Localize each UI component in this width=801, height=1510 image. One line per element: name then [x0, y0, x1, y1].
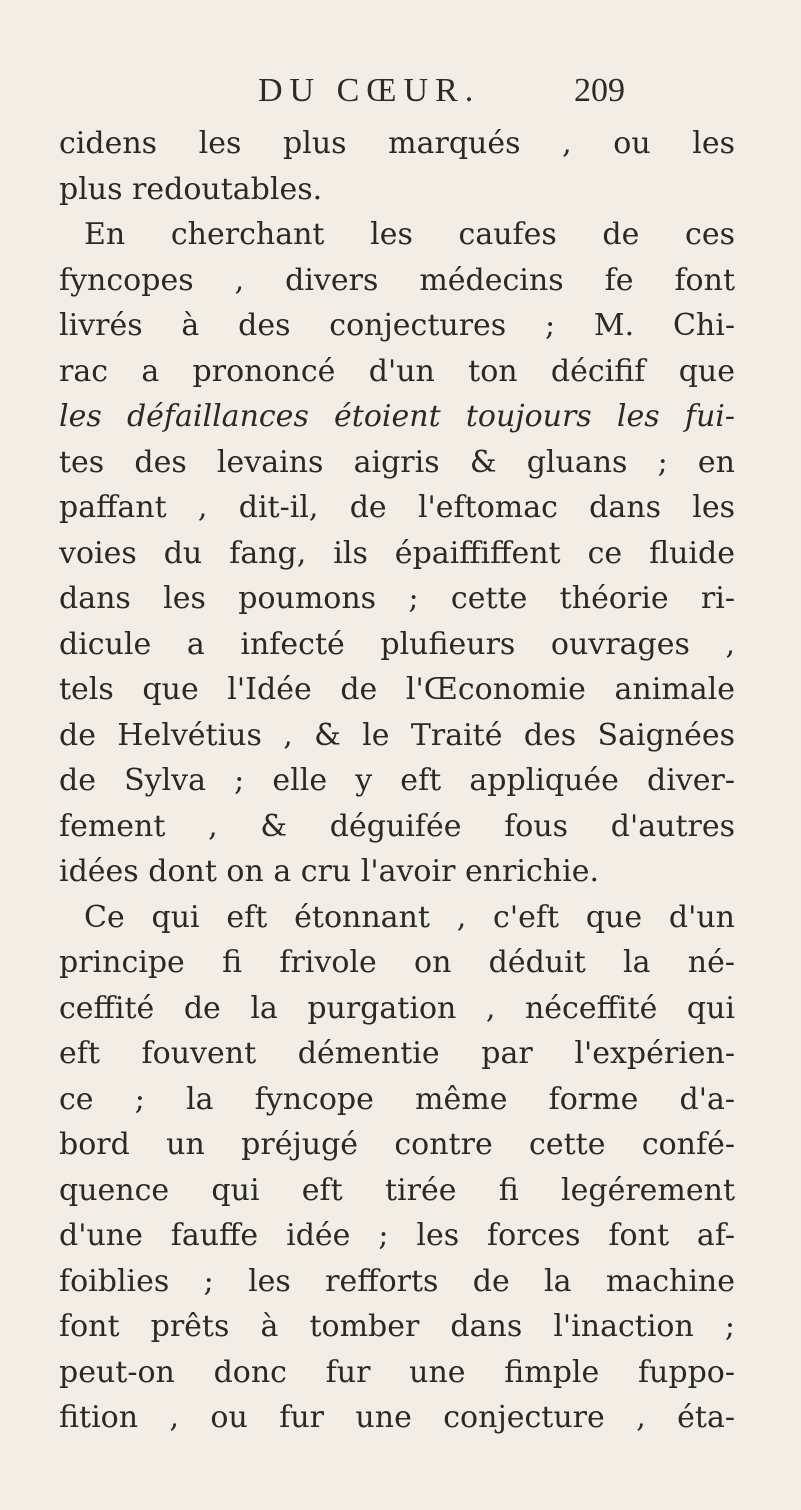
page-header: [0, 72, 801, 122]
text-line: tels que l'Idée de l'Œconomie animale: [59, 672, 735, 707]
text-line: fement , & déguifée fous d'autres: [59, 808, 735, 844]
text-line: fition , ou fur une conjecture , éta-: [59, 1400, 735, 1435]
text-line: dans les poumons ; cette théorie ri-: [59, 581, 735, 616]
text-line: rac a prononcé d'un ton décifif que: [59, 353, 735, 389]
text-line: plus redoutables.: [59, 171, 323, 207]
text-line: foiblies ; les refforts de la machine: [59, 1263, 735, 1299]
text-line: principe fi frivole on déduit la né-: [59, 945, 735, 980]
text-line: livrés à des conjectures ; M. Chi-: [59, 308, 735, 343]
page-number: 209: [574, 72, 625, 109]
text-line: En cherchant les caufes de ces: [84, 217, 735, 252]
running-head: DU CŒUR.: [258, 72, 481, 109]
text-line: idées dont on a cru l'avoir enrichie.: [59, 854, 599, 889]
text-line: ceffité de la purgation , néceffité qui: [59, 990, 735, 1026]
text-line: voies du fang, ils épaiffiffent ce fluide: [59, 535, 735, 571]
body-text: [59, 121, 735, 1441]
text-line: Ce qui eft étonnant , c'eft que d'un: [84, 899, 735, 935]
text-line: bord un préjugé contre cette confé-: [59, 1127, 735, 1162]
text-line: ce ; la fyncope même forme d'a-: [59, 1081, 735, 1117]
text-line: de Helvétius , & le Traité des Saignées: [59, 717, 735, 753]
text-line: font prêts à tomber dans l'inaction ;: [59, 1309, 735, 1344]
text-line: peut-on donc fur une fimple fuppo-: [59, 1354, 735, 1390]
text-line: dicule a infecté plufieurs ouvrages ,: [59, 626, 735, 662]
text-line: quence qui eft tirée fi legérement: [59, 1172, 735, 1208]
text-line: eft fouvent démentie par l'expérien-: [59, 1036, 735, 1071]
text-line: cidens les plus marqués , ou les: [59, 126, 735, 161]
text-line: tes des levains aigris & gluans ; en: [59, 444, 735, 480]
text-line: les défaillances étoient toujours les fui-: [59, 399, 735, 434]
text-line: fyncopes , divers médecins fe font: [59, 262, 735, 298]
text-line: de Sylva ; elle y eft appliquée diver-: [59, 763, 735, 798]
text-line: paffant , dit-il, de l'eftomac dans les: [59, 490, 735, 525]
text-line: d'une fauffe idée ; les forces font af-: [59, 1218, 735, 1253]
